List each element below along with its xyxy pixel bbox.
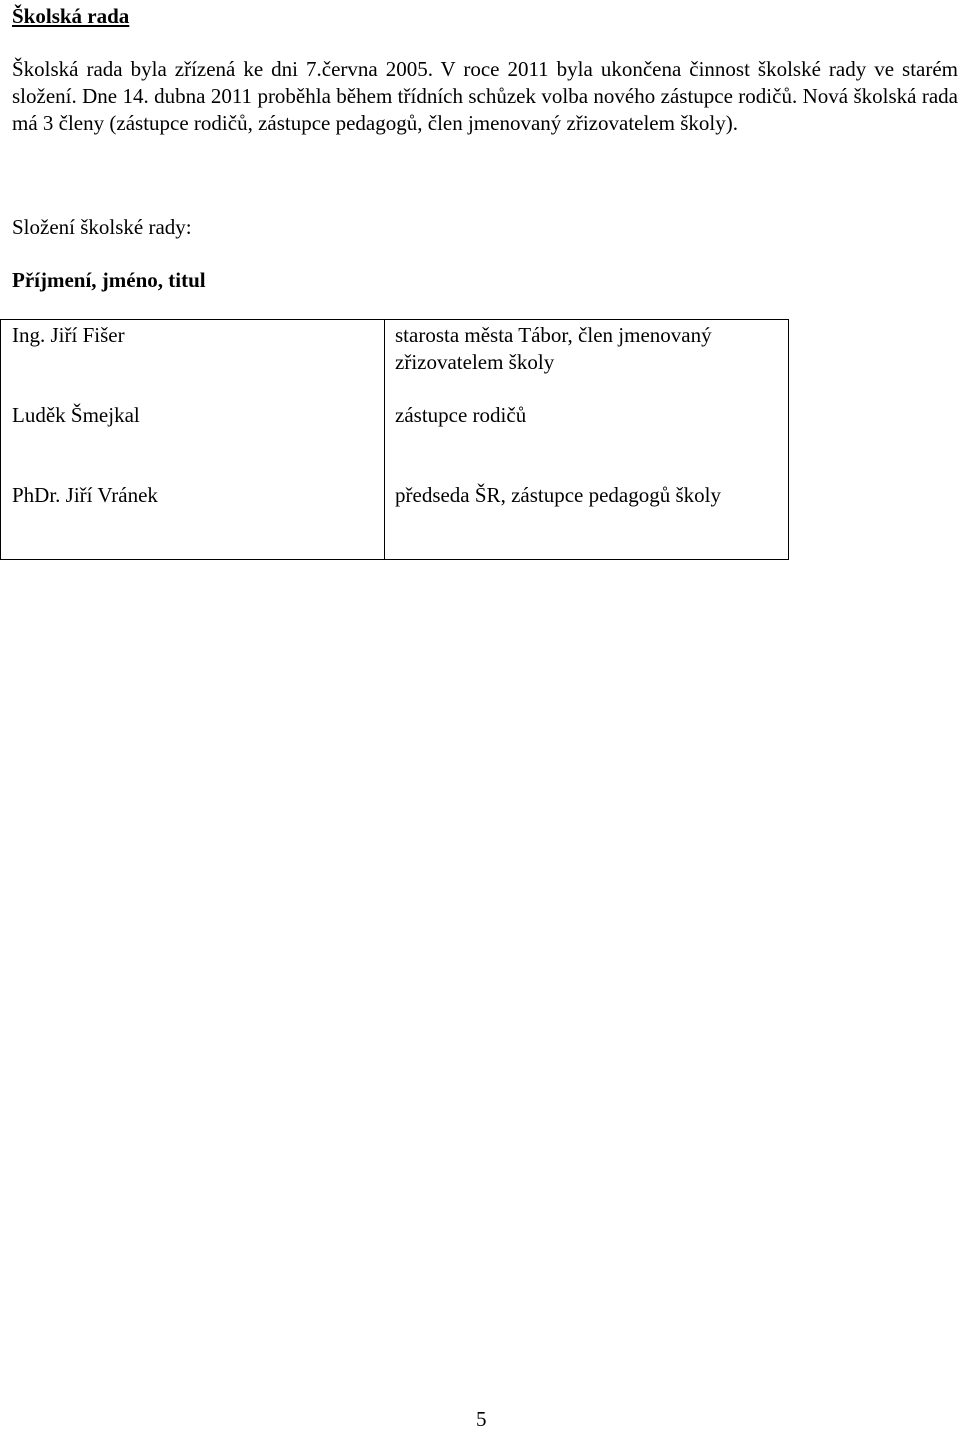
member-role: předseda ŠR, zástupce pedagogů školy: [395, 483, 722, 507]
member-role-cell: [385, 480, 789, 560]
member-name: Ing. Jiří Fišer: [12, 323, 125, 347]
table-row: [1, 480, 789, 560]
composition-label: Složení školské rady:: [12, 215, 192, 239]
member-name: PhDr. Jiří Vránek: [12, 483, 158, 507]
member-role-cell: [385, 320, 789, 401]
member-role-cell: [385, 400, 789, 480]
column-heading: Příjmení, jméno, titul: [12, 268, 206, 292]
intro-paragraph: [12, 56, 958, 137]
table-row: [1, 400, 789, 480]
member-name-cell: [1, 480, 385, 560]
member-role: zástupce rodičů: [395, 403, 527, 427]
member-name-cell: [1, 320, 385, 401]
page-number: 5: [476, 1407, 487, 1431]
page-title: Školská rada: [12, 4, 130, 28]
intro-text-1: Školská rada byla zřízená ke dni 7.června 2005. V roce 2011 byla ukončena činnost školské rady ve starém složení. Dne 14. dubna 2011 proběhla během třídních schůzek volba nového zástupce rodičů.: [12, 57, 958, 108]
member-role: starosta města Tábor, člen jmenovaný zřizovatelem školy: [395, 323, 712, 374]
intro-text-2: Nová školská rada má 3 členy (zástupce rodičů, zástupce pedagogů, člen jmenovaný zřizovatelem školy).: [12, 84, 959, 135]
member-name: Luděk Šmejkal: [12, 403, 140, 427]
table-row: [1, 320, 789, 401]
member-name-cell: [1, 400, 385, 480]
members-table: [0, 319, 789, 560]
